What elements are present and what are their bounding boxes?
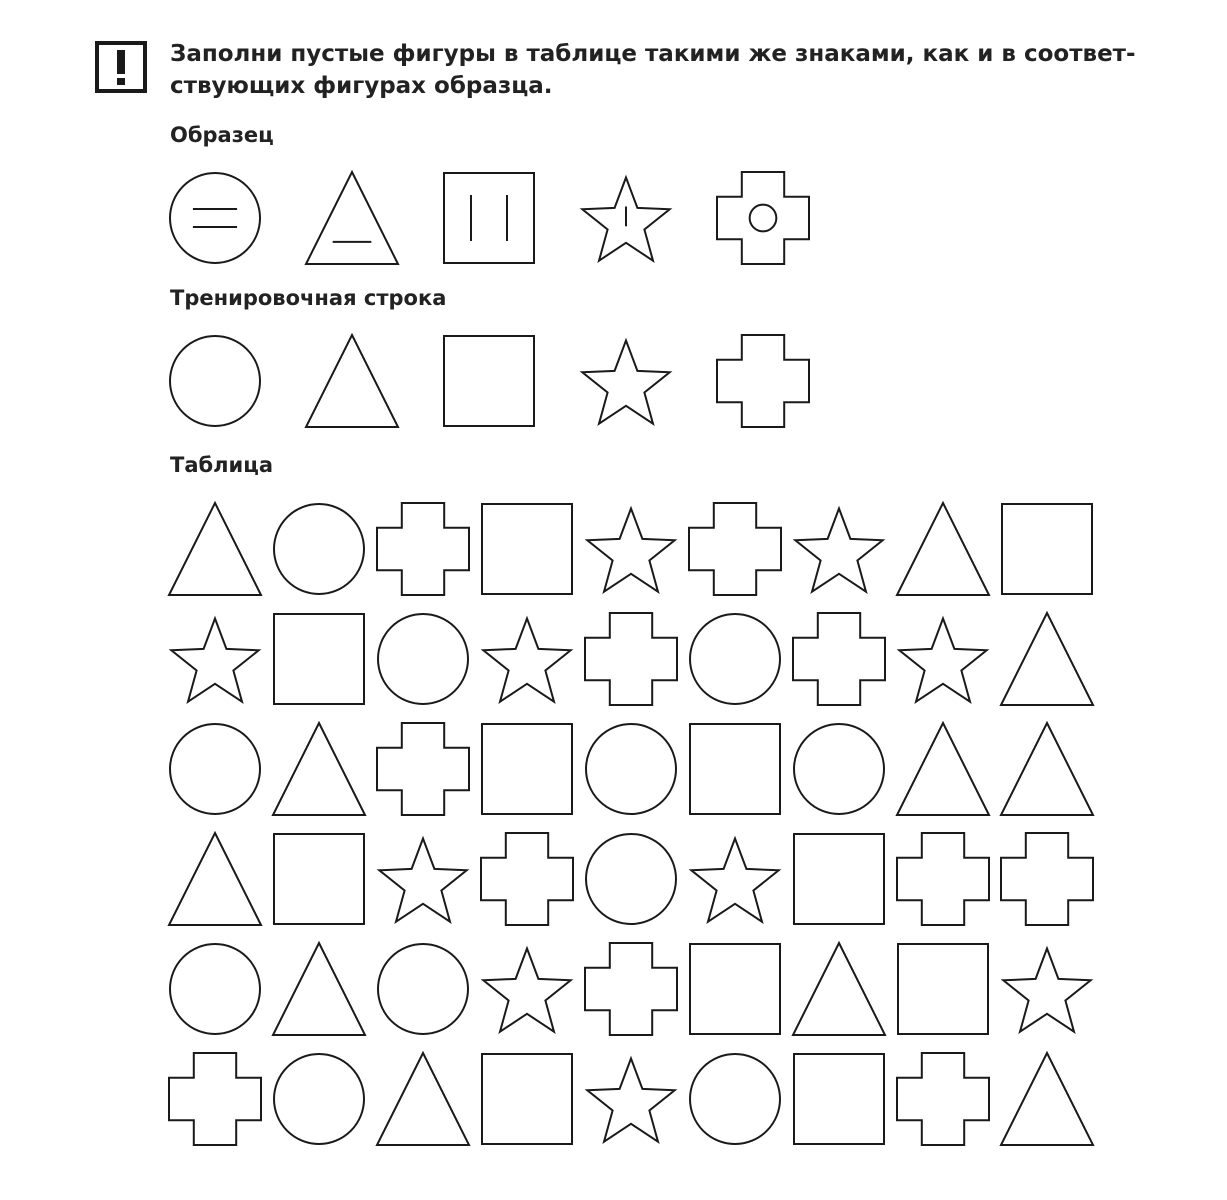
star-shape — [582, 341, 669, 424]
cross-shape — [585, 943, 677, 1035]
cross-shape — [377, 503, 469, 595]
square-shape — [482, 1054, 572, 1144]
square-shape — [898, 944, 988, 1034]
square-shape — [444, 173, 534, 263]
circle-shape — [378, 614, 468, 704]
triangle-shape — [1001, 1053, 1093, 1145]
circle-shape — [170, 724, 260, 814]
square-shape — [1002, 504, 1092, 594]
square-shape — [444, 336, 534, 426]
star-shape — [587, 1059, 674, 1142]
square-shape — [794, 834, 884, 924]
cross-shape — [169, 1053, 261, 1145]
two-vertical-lines-mark — [471, 195, 507, 241]
circle-shape — [170, 944, 260, 1034]
triangle-shape — [273, 723, 365, 815]
star-shape — [899, 619, 986, 702]
cross-shape — [689, 503, 781, 595]
cross-shape — [481, 833, 573, 925]
star-shape — [1003, 949, 1090, 1032]
cross-shape — [585, 613, 677, 705]
cross-shape — [377, 723, 469, 815]
circle-shape — [170, 336, 260, 426]
circle-shape — [586, 834, 676, 924]
star-shape — [691, 839, 778, 922]
triangle-shape — [306, 172, 398, 264]
triangle-shape — [1001, 723, 1093, 815]
square-shape — [274, 614, 364, 704]
cross-shape — [717, 335, 809, 427]
star-shape — [171, 619, 258, 702]
triangle-shape — [169, 503, 261, 595]
triangle-shape — [1001, 613, 1093, 705]
square-shape — [274, 834, 364, 924]
circle-shape — [170, 173, 260, 263]
triangle-shape — [897, 723, 989, 815]
square-shape — [482, 724, 572, 814]
instruction-line-1: Заполни пустые фигуры в таблице такими же знаками, как и в соответ- — [170, 41, 1136, 67]
instruction-line-2: ствующих фигурах образца. — [170, 73, 553, 99]
circle-shape — [794, 724, 884, 814]
star-shape — [379, 839, 466, 922]
triangle-shape — [793, 943, 885, 1035]
star-shape — [795, 509, 882, 592]
triangle-shape — [169, 833, 261, 925]
cross-shape — [717, 172, 809, 264]
triangle-shape — [897, 503, 989, 595]
triangle-shape — [306, 335, 398, 427]
two-horizontal-lines-mark — [193, 209, 237, 227]
triangle-shape — [273, 943, 365, 1035]
cross-shape — [1001, 833, 1093, 925]
training-section-title: Тренировочная строка — [170, 286, 447, 310]
circle-shape — [586, 724, 676, 814]
triangle-shape — [377, 1053, 469, 1145]
cross-shape — [793, 613, 885, 705]
star-shape — [483, 949, 570, 1032]
star-shape — [587, 509, 674, 592]
small-circle-mark — [750, 205, 777, 232]
circle-shape — [690, 1054, 780, 1144]
circle-shape — [274, 1054, 364, 1144]
square-shape — [482, 504, 572, 594]
square-shape — [690, 724, 780, 814]
table-section-title: Таблица — [170, 453, 273, 477]
star-shape — [483, 619, 570, 702]
circle-shape — [378, 944, 468, 1034]
square-shape — [690, 944, 780, 1034]
circle-shape — [274, 504, 364, 594]
cross-shape — [897, 1053, 989, 1145]
cross-shape — [897, 833, 989, 925]
sample-section-title: Образец — [170, 123, 274, 147]
square-shape — [794, 1054, 884, 1144]
circle-shape — [690, 614, 780, 704]
